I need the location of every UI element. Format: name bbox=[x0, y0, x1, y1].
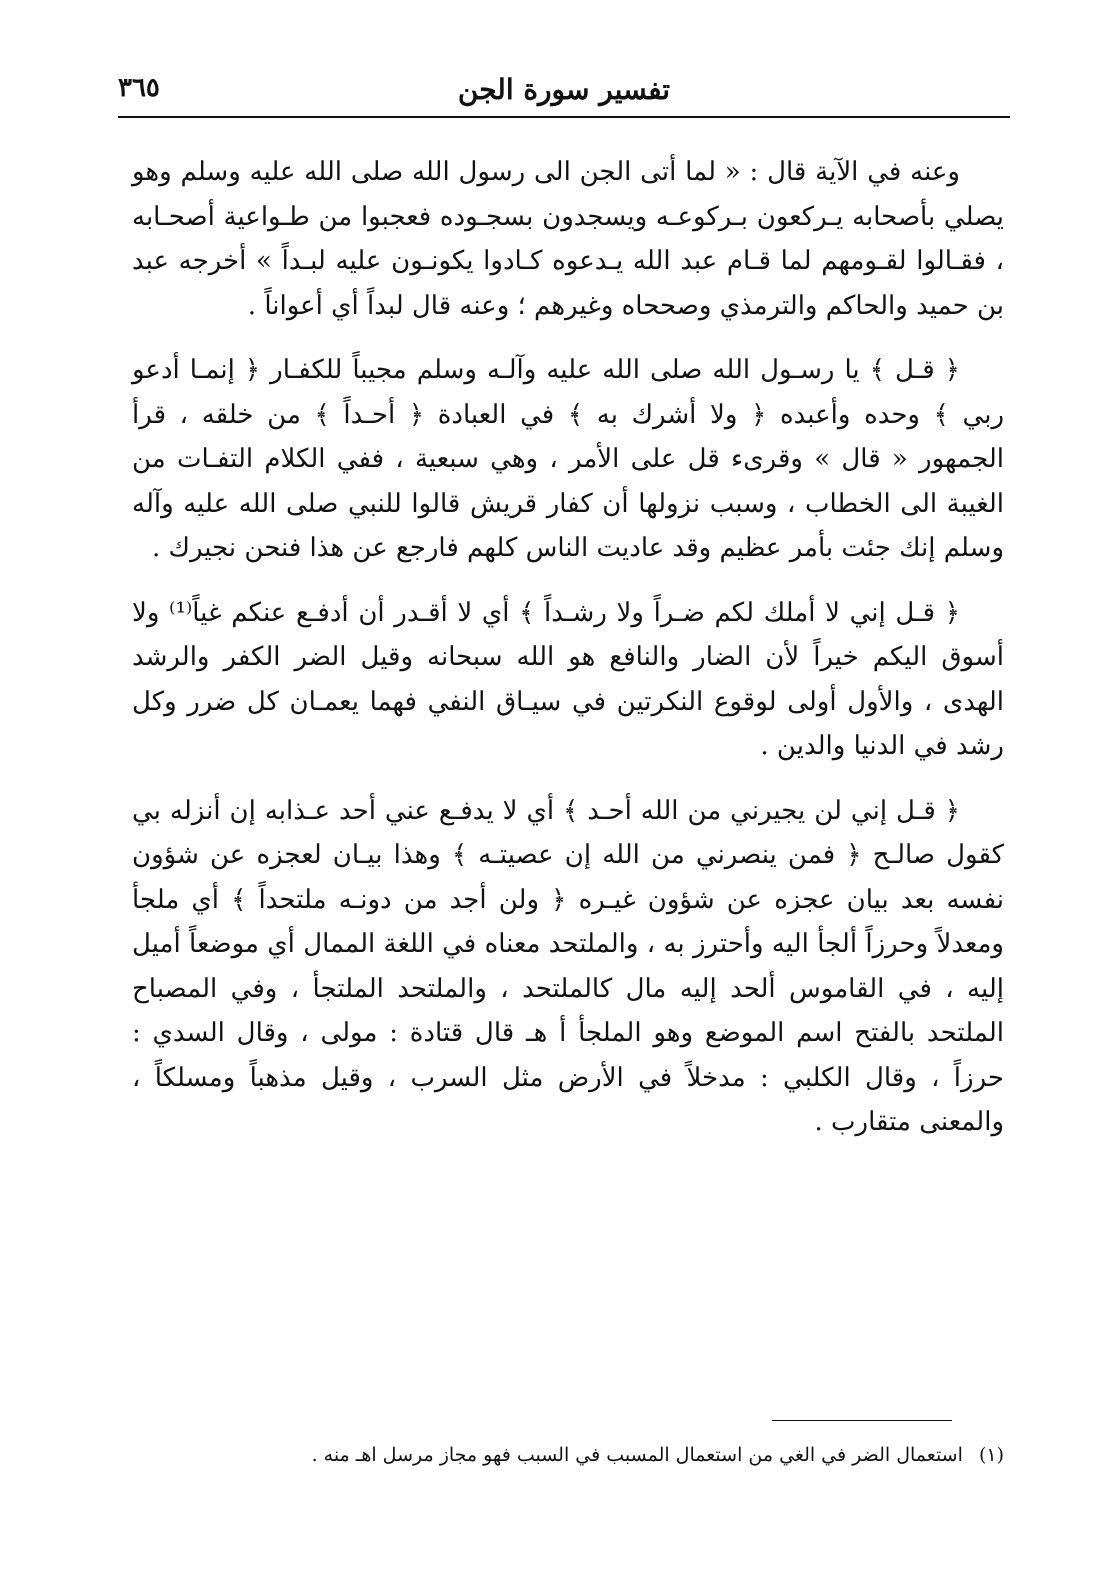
main-text bbox=[132, 150, 1004, 1165]
paragraph-4: ﴿ قـل إني لن يجيرني من الله أحـد ﴾ أي لا يدفـع عني أحد عـذابه إن أنزله بي كقول صالـح ﴿ فمن ينصرني من الله إن عصيتـه ﴾ وهذا بيـان لعجزه عن شؤون نفسه بعد بيان عجزه عن شؤون غيـره ﴿ ولن أجد من دونـه ملتحداً ﴾ أي ملجأ ومعدلاً وحرزاً ألجأ اليه وأحترز به ، والملتحد معناه في اللغة الممال أي موضعاً أميل إليه ، في القاموس ألحد إليه مال كالملتحد ، والملتحد الملتجأ ، وفي المصباح الملتحد بالفتح اسم الموضع وهو الملجأ أ هـ قال قتادة : مولى ، وقال السدي : حرزاً ، وقال الكلبي : مدخلاً في الأرض مثل السرب ، وقيل مذهباً ومسلكاً ، والمعنى متقارب . bbox=[132, 795, 1004, 1137]
page-header bbox=[118, 64, 1010, 114]
footnote-rule bbox=[772, 1420, 952, 1421]
header-rule bbox=[118, 116, 1010, 118]
paragraph-1: وعنه في الآية قال : « لما أتى الجن الى رسول الله صلى الله عليه وسلم وهو يصلي بأصحابه يـركعون بـركوعـه ويسجدون بسجـوده فعجبوا من طـواعية أصحـابه ، فقـالوا لقـومهم لما قـام عبد الله يـدعوه كـادوا يكونـون عليه لبـداً » أخرجه عبد بن حميد والحاكم والترمذي وصححاه وغيرهم ؛ وعنه قال لبداً أي أعواناً . bbox=[132, 157, 1004, 321]
footnote-text: استعمال الضر في الغي من استعمال المسبب في السبب فهو مجاز مرسل اهـ منه . bbox=[311, 1444, 963, 1466]
running-title: تفسير سورة الجن bbox=[457, 73, 671, 106]
paragraph-3: ﴿ قـل إني لا أملك لكم ضـراً ولا رشـداً ﴾ أي لا أقـدر أن أدفـع عنكم غياً⁽¹⁾ ولا أسوق اليكم خيراً لأن الضار والنافع هو الله سبحانه وقيل الضر الكفر والرشد الهدى ، والأول أولى لوقوع النكرتين في سيـاق النفي فهما يعمـان كل ضرر وكل رشد في الدنيا والدين . bbox=[132, 597, 1004, 761]
page-number: ٣٦٥ bbox=[118, 73, 160, 103]
footnote-number: (١) bbox=[978, 1444, 1004, 1466]
paragraph-2: ﴿ قـل ﴾ يا رسـول الله صلى الله عليه وآلـه وسلم مجيباً للكفـار ﴿ إنمـا أدعو ربي ﴾ وحده وأعبده ﴿ ولا أشرك به ﴾ في العبادة ﴿ أحـداً ﴾ من خلقه ، قرأ الجمهور « قال » وقرىء قل على الأمر ، وهي سبعية ، ففي الكلام التفـات من الغيبة الى الخطاب ، وسبب نزولها أن كفار قريش قالوا للنبي صلى الله عليه وآله وسلم إنك جئت بأمر عظيم وقد عاديت الناس كلهم فارجع عن هذا فنحن نجيرك . bbox=[132, 355, 1004, 563]
footnote bbox=[132, 1440, 1004, 1470]
